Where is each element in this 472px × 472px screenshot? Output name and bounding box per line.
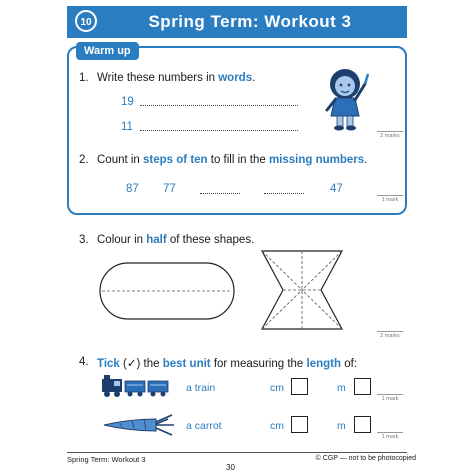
- q2-blank-1[interactable]: [200, 193, 240, 194]
- carrot-icon: [100, 413, 176, 437]
- q4-question: [97, 356, 357, 370]
- carrot-unit-m: m: [337, 420, 346, 432]
- q2-seq-77: 77: [163, 183, 176, 195]
- q1-marks: 2 marks: [377, 131, 403, 139]
- q2-keyword-missing: missing numbers: [268, 154, 365, 166]
- footer-copyright: © CGP — not to be photocopied: [315, 455, 416, 462]
- stadium-shape[interactable]: [98, 260, 238, 322]
- train-icon: [100, 373, 172, 399]
- q3-text-start: Colour in: [97, 234, 147, 246]
- workout-number-badge: [75, 8, 97, 34]
- q4-number: 4.: [79, 356, 89, 368]
- warm-up-label: Warm up: [76, 42, 139, 60]
- footer-divider: [67, 452, 407, 453]
- q1-question: [97, 72, 255, 84]
- page-number: 30: [226, 463, 235, 472]
- q4-text-c: of:: [341, 358, 357, 370]
- q4-text-b: for measuring the: [210, 358, 307, 370]
- q2-blank-2[interactable]: [264, 193, 304, 194]
- q2-marks: 1 mark: [377, 195, 403, 203]
- carrot-unit-cm: cm: [270, 420, 284, 432]
- q4-text-a: the: [140, 358, 163, 370]
- q1-text-start: Write these numbers in: [97, 72, 219, 84]
- q1-keyword: words: [218, 72, 253, 84]
- q4-keyword-tick: Tick: [97, 358, 120, 370]
- q1-number-19: 19: [121, 96, 134, 108]
- q3-question: [97, 234, 254, 246]
- q4-keyword-unit: best unit: [162, 358, 211, 370]
- q4-tick-symbol: (✓): [123, 358, 141, 370]
- q4-keyword-length: length: [306, 358, 342, 370]
- carrot-cm-checkbox[interactable]: [291, 416, 308, 433]
- carrot-label: a carrot: [186, 420, 222, 432]
- train-m-checkbox[interactable]: [354, 378, 371, 395]
- girl-illustration: [315, 62, 377, 134]
- q2-text-mid: to fill in the: [207, 154, 269, 166]
- train-unit-m: m: [337, 382, 346, 394]
- q1-number: 1.: [79, 72, 89, 84]
- q1-answer-line-1[interactable]: [140, 105, 298, 106]
- footer-title: Spring Term: Workout 3: [67, 455, 146, 464]
- q3-number: 3.: [79, 234, 89, 246]
- q1-number-11: 11: [121, 121, 133, 133]
- q3-text-end: of these shapes.: [166, 234, 255, 246]
- q3-marks: 2 marks: [377, 331, 403, 339]
- q2-keyword-steps: steps of ten: [143, 154, 208, 166]
- q2-question: [97, 154, 367, 166]
- q1-answer-line-2[interactable]: [140, 130, 298, 131]
- q2-seq-87: 87: [126, 183, 139, 195]
- bowtie-shape[interactable]: [259, 248, 345, 332]
- q2-text-start: Count in: [97, 154, 144, 166]
- q3-keyword-half: half: [146, 234, 167, 246]
- badge-number: 10: [80, 17, 92, 28]
- q1-text-end: .: [252, 72, 256, 84]
- q2-seq-47: 47: [330, 183, 343, 195]
- carrot-m-checkbox[interactable]: [354, 416, 371, 433]
- q2-text-end: .: [364, 154, 368, 166]
- train-cm-checkbox[interactable]: [291, 378, 308, 395]
- train-marks: 1 mark: [377, 394, 403, 402]
- q2-number: 2.: [79, 154, 89, 166]
- train-unit-cm: cm: [270, 382, 284, 394]
- page-title: Spring Term: Workout 3: [148, 12, 352, 31]
- train-label: a train: [186, 382, 216, 394]
- carrot-marks: 1 mark: [377, 432, 403, 440]
